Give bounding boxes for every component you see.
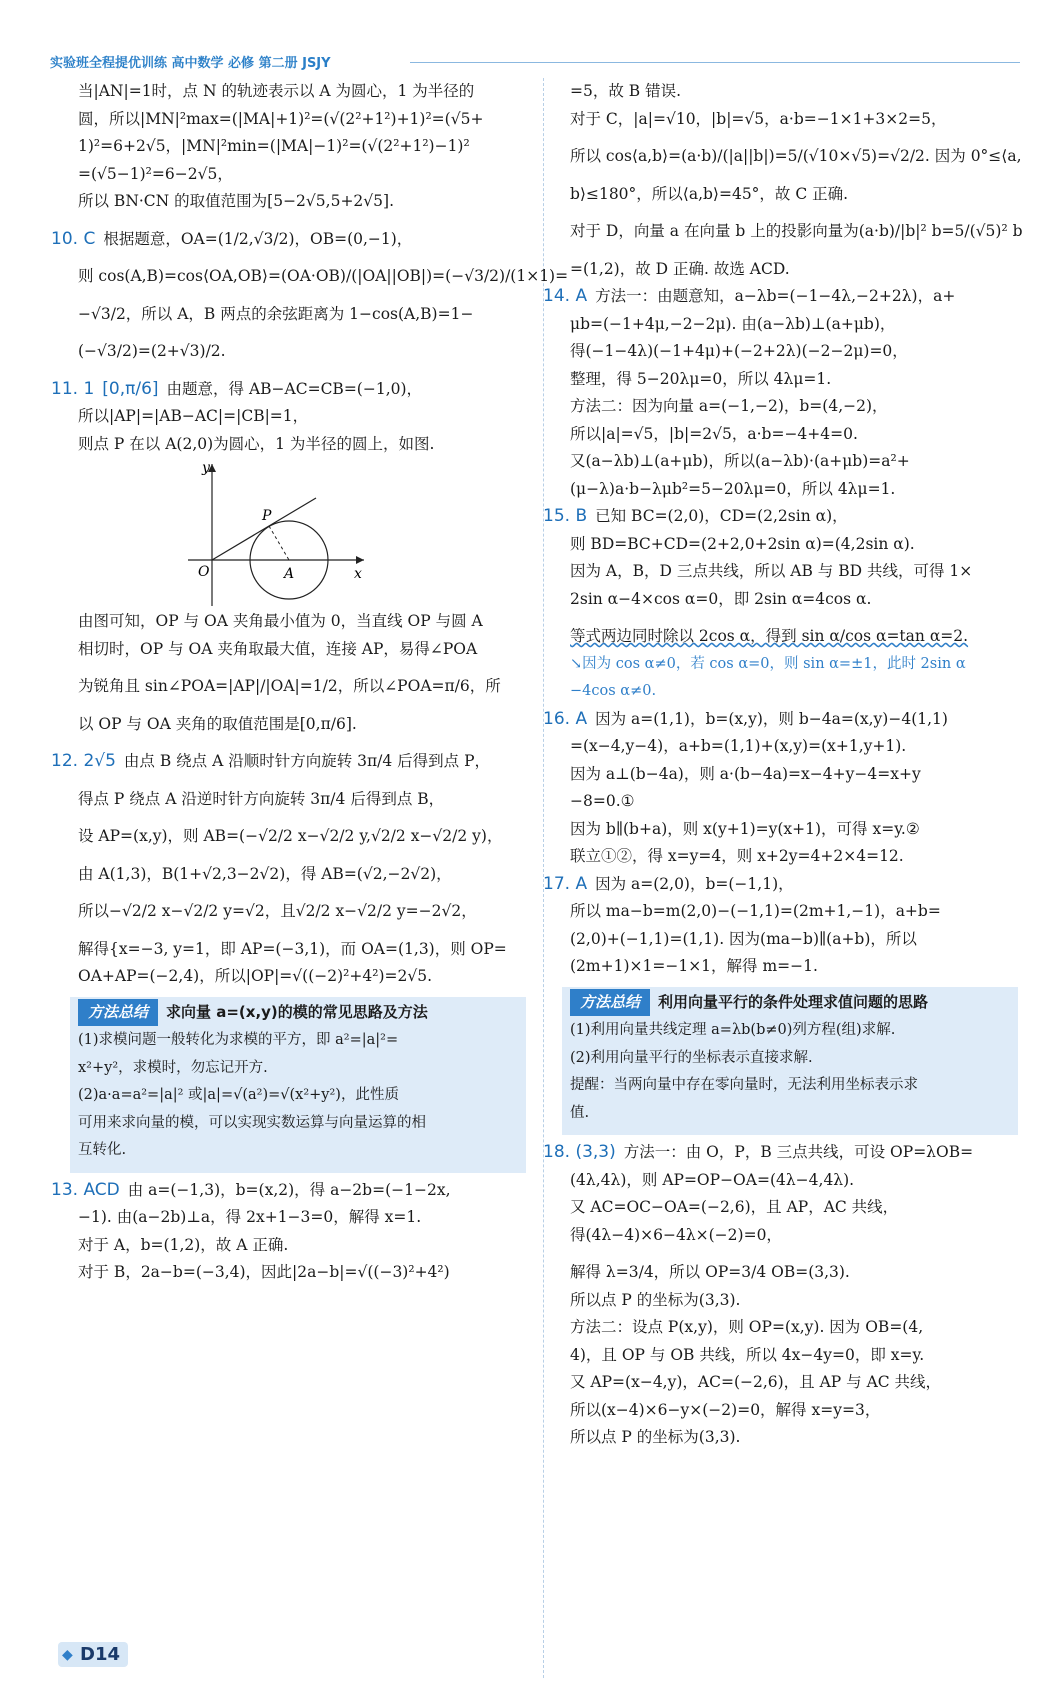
- page-number-label: D14: [80, 1644, 120, 1665]
- text-line: 1)²=6+2√5，|MN|²min=(|MA|−1)²=(√(2²+1²)−1)²: [78, 137, 470, 155]
- text-line: =(√5−1)²=6−2√5，: [78, 164, 233, 183]
- text-line: 联立①②，得 x=y=4，则 x+2y=4+2×4=12.: [570, 847, 904, 865]
- label-a: A: [284, 566, 295, 582]
- question-number: 10. C: [51, 228, 96, 249]
- method-summary-tag: 方法总结: [570, 989, 650, 1017]
- answer-interval: [0,π/6]: [102, 378, 159, 399]
- text-line: (μ−λ)a·b−λμb²=5−20λμ=0，所以 4λμ=1.: [570, 479, 896, 498]
- text-line: 又(a−λb)⊥(a+μb)，所以(a−λb)·(a+μb)=a²+: [570, 452, 910, 470]
- text-line: 所以−√2/2 x−√2/2 y=√2，且√2/2 x−√2/2 y=−2√2，: [78, 902, 477, 920]
- summary-line: x²+y²，求模时，勿忘记开方.: [78, 1059, 268, 1076]
- text-line: 因为 A，B，D 三点共线，所以 AB 与 BD 共线，可得 1×: [570, 562, 973, 580]
- text-line: b⟩≤180°，所以⟨a,b⟩=45°，故 C 正确.: [570, 184, 849, 203]
- annotation-note: ↘因为 cos α≠0，若 cos α=0，则 sin α=±1，此时 2sin α: [570, 655, 966, 672]
- text-line: 所以 ma−b=m(2,0)−(−1,1)=(2m+1,−1)，a+b=: [570, 902, 941, 920]
- text-line: 相切时，OP 与 OA 夹角取最大值，连接 AP，易得∠POA: [78, 639, 478, 658]
- question-number: 11. 1: [51, 378, 95, 399]
- text-line: 当|AN|=1时，点 N 的轨迹表示以 A 为圆心，1 为半径的: [78, 82, 475, 100]
- text-line: 则点 P 在以 A(2,0)为圆心，1 为半径的圆上，如图.: [78, 434, 435, 453]
- question-number: 16. A: [543, 708, 588, 729]
- text-line: 对于 C，|a|=√10，|b|=√5，a·b=−1×1+3×2=5，: [570, 109, 947, 128]
- running-header: [50, 52, 1020, 72]
- method-summary-tag: 方法总结: [78, 999, 158, 1027]
- answer-13: 13. ACD 由 a=(−1,3)，b=(x,2)，得 a−2b=(−1−2x,: [51, 1179, 451, 1200]
- text-line: −8=0.①: [570, 792, 635, 810]
- question-number: 14. A: [543, 286, 588, 306]
- summary-line: (2)利用向量平行的坐标表示直接求解.: [570, 1049, 813, 1066]
- text-line: OA+AP=(−2,4)，所以|OP|=√((−2)²+4²)=2√5.: [78, 967, 433, 985]
- text-line: 对于 A，b=(1,2)，故 A 正确.: [78, 1235, 289, 1254]
- text-line: 所以|a|=√5，|b|=2√5，a·b=−4+4=0.: [570, 424, 858, 443]
- text-line: 以 OP 与 OA 夹角的取值范围是[0,π/6].: [78, 714, 357, 733]
- text-line: 由图可知，OP 与 OA 夹角最小值为 0，当直线 OP 与圆 A: [78, 612, 483, 630]
- method-summary-box-1: [70, 997, 526, 1173]
- text-line: 对于 B，2a−b=(−3,4)，因此|2a−b|=√((−3)²+4²): [78, 1263, 450, 1281]
- text-line: 因为 b∥(b+a)，则 x(y+1)=y(x+1)，可得 x=y.②: [570, 819, 920, 838]
- radius-ap: [269, 526, 289, 560]
- text-line: =(1,2)，故 D 正确. 故选 ACD.: [570, 259, 790, 278]
- method-summary-subtitle: 利用向量平行的条件处理求值问题的思路: [658, 992, 929, 1011]
- text-line: 所以(x−4)×6−y×(−2)=0，解得 x=y=3，: [570, 1400, 881, 1419]
- right-column: [543, 78, 1023, 1452]
- text-line: 等式两边同时除以 2cos α，得到 sin α/cos α=tan α=2.: [570, 627, 969, 645]
- text-line: 解得 λ=3/4，所以 OP=3/4 OB=(3,3).: [570, 1263, 850, 1281]
- method-summary-subtitle: 求向量 a=(x,y)的模的常见思路及方法: [166, 1002, 428, 1021]
- text-line: (−√3/2)=(2+√3)/2.: [78, 342, 226, 360]
- text-line: 又 AP=(x−4,y)，AC=(−2,6)，且 AP 与 AC 共线，: [570, 1373, 942, 1391]
- text-line: 方法二：因为向量 a=(−1,−2)，b=(4,−2)，: [570, 397, 888, 415]
- circle-figure: [78, 458, 518, 608]
- text-line: 则 BD=BC+CD=(2+2,0+2sin α)=(4,2sin α).: [570, 534, 915, 553]
- text-line: (2m+1)×1=−1×1，解得 m=−1.: [570, 957, 818, 975]
- label-p: P: [262, 508, 272, 524]
- text-line: 得点 P 绕点 A 沿逆时针方向旋转 3π/4 后得到点 B，: [78, 789, 445, 808]
- text-line: 因为 a⊥(b−4a)，则 a·(b−4a)=x−4+y−4=x+y: [570, 764, 921, 783]
- text-line: 整理，得 5−20λμ=0，所以 4λμ=1.: [570, 369, 832, 388]
- question-number: 15. B: [543, 506, 588, 526]
- figure-svg: [188, 458, 418, 608]
- summary-line: 提醒：当两向量中存在零向量时，无法利用坐标表示求: [570, 1077, 918, 1093]
- label-x: x: [354, 566, 362, 582]
- answer-16: 16. A 因为 a=(1,1)，b=(x,y)，则 b−4a=(x,y)−4(1,1): [543, 708, 948, 729]
- header-rule: [410, 62, 1020, 63]
- text-line: 所以|AP|=|AB−AC|=|CB|=1，: [78, 407, 309, 425]
- answer-15: 15. B 已知 BC=(2,0)，CD=(2,2sin α)，: [543, 506, 848, 526]
- text-line: −1). 由(a−2b)⊥a，得 2x+1−3=0，解得 x=1.: [78, 1208, 422, 1226]
- text-line: 又 AC=OC−OA=(−2,6)，且 AP，AC 共线，: [570, 1198, 899, 1216]
- summary-line: (1)求模问题一般转化为求模的平方，即 a²=|a|²=: [78, 1032, 399, 1048]
- text-line: 所以 BN·CN 的取值范围为[5−2√5,5+2√5].: [78, 192, 395, 210]
- text-line: 所以点 P 的坐标为(3,3).: [570, 1290, 741, 1309]
- annotation-note: −4cos α≠0.: [570, 683, 657, 699]
- summary-line: (2)a·a=a²=|a|² 或|a|=√(a²)=√(x²+y²)，此性质: [78, 1087, 399, 1103]
- text-line: 所以 cos⟨a,b⟩=(a·b)/(|a||b|)=5/(√10×√5)=√2/2. 因为 0°≤⟨a,: [570, 147, 1022, 165]
- text-line: 4)，且 OP 与 OB 共线，所以 4x−4y=0，即 x=y.: [570, 1345, 925, 1364]
- text-line: 解得{x=−3, y=1，即 AP=(−3,1)，而 OA=(1,3)，则 OP=: [78, 939, 507, 958]
- page-marker-icon: ◆: [62, 1647, 73, 1663]
- summary-line: 可用来求向量的模，可以实现实数运算与向量运算的相: [78, 1114, 426, 1131]
- text-line: 对于 D，向量 a 在向量 b 上的投影向量为(a·b)/|b|² b=5/(√5)² b: [570, 222, 1023, 240]
- question-number: 17. A: [543, 873, 588, 894]
- answer-12: 12. 2√5 由点 B 绕点 A 沿顺时针方向旋转 3π/4 后得到点 P，: [51, 751, 491, 771]
- method-summary-box-2: [562, 987, 1018, 1136]
- text-line: 为锐角且 sin∠POA=|AP|/|OA|=1/2，所以∠POA=π/6，所: [78, 677, 501, 695]
- header-title: 实验班全程提优训练 高中数学 必修 第二册 JSJY: [50, 56, 331, 71]
- answer-17: 17. A 因为 a=(2,0)，b=(−1,1)，: [543, 873, 794, 894]
- text-line: −√3/2，所以 A，B 两点的余弦距离为 1−cos(A,B)=1−: [78, 304, 474, 323]
- summary-line: 值.: [570, 1104, 590, 1121]
- text-line: (2,0)+(−1,1)=(1,1). 因为(ma−b)∥(a+b)，所以: [570, 929, 917, 948]
- question-number: 13. ACD: [51, 1179, 120, 1200]
- text-line: 2sin α−4×cos α=0，即 2sin α=4cos α.: [570, 589, 872, 608]
- text-line: 则 cos(A,B)=cos⟨OA,OB⟩=(OA·OB)/(|OA||OB|)=(−√3/2)/(1×1)=: [78, 267, 569, 285]
- text-line: =5，故 B 错误.: [570, 82, 682, 100]
- text-line: =(x−4,y−4)，a+b=(1,1)+(x,y)=(x+1,y+1).: [570, 737, 907, 755]
- page-number: [58, 1642, 128, 1667]
- text-line: 所以点 P 的坐标为(3,3).: [570, 1428, 741, 1446]
- text-line: 由 A(1,3)，B(1+√2,3−2√2)，得 AB=(√2,−2√2)，: [78, 864, 452, 883]
- text-line: 得(4λ−4)×6−4λ×(−2)=0，: [570, 1225, 782, 1244]
- summary-line: 互转化.: [78, 1142, 127, 1158]
- question-number: 18. (3,3): [543, 1142, 616, 1162]
- answer-11: 11. 1 [0,π/6] 由题意，得 AB−AC=CB=(−1,0)，: [51, 378, 423, 399]
- label-y: y: [202, 460, 210, 476]
- answer-10: 10. C 根据题意，OA=(1/2,√3/2)，OB=(0,−1)，: [51, 228, 413, 249]
- text-line: 得(−1−4λ)(−1+4μ)+(−2+2λ)(−2−2μ)=0，: [570, 342, 908, 360]
- x-axis-arrow: [356, 556, 364, 564]
- summary-line: (1)利用向量共线定理 a=λb(b≠0)列方程(组)求解.: [570, 1022, 896, 1038]
- text-line: 方法二：设点 P(x,y)，则 OP=(x,y). 因为 OB=(4,: [570, 1318, 924, 1336]
- answer-14: 14. A 方法一：由题意知，a−λb=(−1−4λ,−2+2λ)，a+: [543, 286, 956, 306]
- answer-18: 18. (3,3) 方法一：由 O，P，B 三点共线，可设 OP=λOB=: [543, 1142, 974, 1162]
- text-line: 圆，所以|MN|²max=(|MA|+1)²=(√(2²+1²)+1)²=(√5+: [78, 109, 484, 128]
- text-line: μb=(−1+4μ,−2−2μ). 由(a−λb)⊥(a+μb)，: [570, 314, 896, 333]
- text-line: 设 AP=(x,y)，则 AB=(−√2/2 x−√2/2 y,√2/2 x−√2/2 y)，: [78, 827, 503, 845]
- label-o: O: [198, 564, 210, 580]
- question-number: 12. 2√5: [51, 751, 116, 771]
- text-line: (4λ,4λ)，则 AP=OP−OA=(4λ−4,4λ).: [570, 1170, 855, 1189]
